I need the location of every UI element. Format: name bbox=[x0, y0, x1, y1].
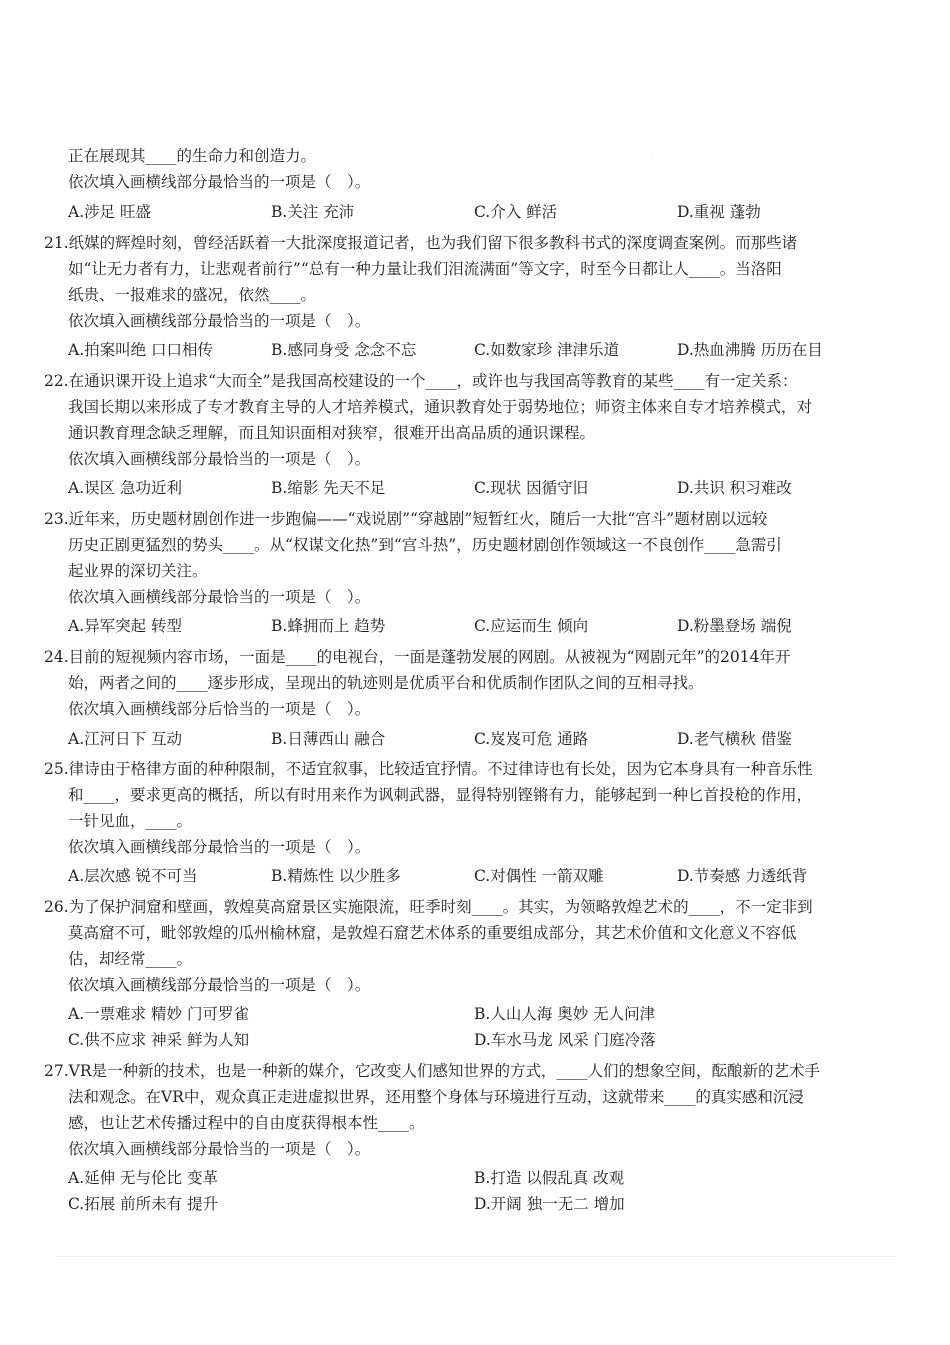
q25-option-a[interactable]: A.层次感 锐不可当 bbox=[68, 867, 198, 885]
prev-option-d[interactable]: D.重视 蓬勃 bbox=[677, 203, 761, 221]
page-divider bbox=[56, 1256, 896, 1257]
prev-question-tail: 正在展现其____的生命力和创造力。 bbox=[68, 147, 317, 165]
q24-line-1: 24.目前的短视频内容市场，一面是____的电视台，一面是蓬勃发展的网剧。从被视为“网剧元年”的2014年开 bbox=[44, 648, 791, 666]
q26-line-1: 26.为了保护洞窟和壁画，敦煌莫高窟景区实施限流，旺季时刻____。其实，为领略敦煌艺术的____，不一定非到 bbox=[44, 898, 813, 916]
q27-option-a[interactable]: A.延伸 无与伦比 变革 bbox=[68, 1169, 218, 1187]
q21-option-c[interactable]: C.如数家珍 津津乐道 bbox=[474, 341, 620, 359]
q26-option-c[interactable]: C.供不应求 神采 鲜为人知 bbox=[68, 1031, 250, 1049]
prev-question-prompt: 依次填入画横线部分最恰当的一项是（ ）。 bbox=[68, 173, 371, 191]
prev-option-c[interactable]: C.介入 鲜活 bbox=[474, 203, 558, 221]
q23-prompt: 依次填入画横线部分最恰当的一项是（ ）。 bbox=[68, 588, 371, 606]
q27-line-3: 感，也让艺术传播过程中的自由度获得根本性____。 bbox=[68, 1114, 425, 1132]
q24-option-d[interactable]: D.老气横秋 借鉴 bbox=[677, 730, 792, 748]
q26-option-a[interactable]: A.一票难求 精妙 门可罗雀 bbox=[68, 1005, 249, 1023]
q23-option-d[interactable]: D.粉墨登场 端倪 bbox=[677, 617, 792, 635]
q22-option-c[interactable]: C.现状 因循守旧 bbox=[474, 479, 589, 497]
q21-line-3: 纸贵、一报难求的盛况，依然____。 bbox=[68, 286, 317, 304]
q27-option-d[interactable]: D.开阔 独一无二 增加 bbox=[474, 1195, 625, 1213]
q26-option-b[interactable]: B.人山人海 奥妙 无人问津 bbox=[474, 1005, 656, 1023]
q24-prompt: 依次填入画横线部分后恰当的一项是（ ）。 bbox=[68, 700, 371, 718]
q25-prompt: 依次填入画横线部分最恰当的一项是（ ）。 bbox=[68, 838, 371, 856]
q25-line-1: 25.律诗由于格律方面的种种限制，不适宜叙事，比较适宜抒情。不过律诗也有长处，因为它本身具有一种音乐性 bbox=[44, 760, 813, 778]
q26-line-2: 莫高窟不可，毗邻敦煌的瓜州榆林窟，是敦煌石窟艺术体系的重要组成部分，其艺术价值和文化意义不容低 bbox=[68, 924, 797, 942]
q27-line-2: 法和观念。在VR中，观众真正走进虚拟世界，还用整个身体与环境进行互动，这就带来____的真实感和沉浸 bbox=[68, 1088, 804, 1106]
q27-option-c[interactable]: C.拓展 前所未有 提升 bbox=[68, 1195, 219, 1213]
prev-option-b[interactable]: B.关注 充沛 bbox=[271, 203, 355, 221]
q22-prompt: 依次填入画横线部分最恰当的一项是（ ）。 bbox=[68, 450, 371, 468]
q23-option-b[interactable]: B.蜂拥而上 趋势 bbox=[271, 617, 386, 635]
q23-option-c[interactable]: C.应运而生 倾向 bbox=[474, 617, 589, 635]
q21-line-2: 如“让无力者有力，让悲观者前行”“总有一种力量让我们泪流满面”等文字，时至今日都让人____。当洛阳 bbox=[68, 260, 782, 278]
q22-line-2: 我国长期以来形成了专才教育主导的人才培养模式，通识教育处于弱势地位；师资主体来自专才培养模式，对 bbox=[68, 398, 813, 416]
q22-line-3: 通识教育理念缺乏理解，而且知识面相对狭窄，很难开出高品质的通识课程。 bbox=[68, 424, 596, 442]
q25-line-2: 和____，要求更高的概括，所以有时用来作为讽刺武器，显得特别铿锵有力，能够起到一种匕首投枪的作用， bbox=[68, 786, 813, 804]
q24-line-2: 始，两者之间的____逐步形成，呈现出的轨迹则是优质平台和优质制作团队之间的互相寻找。 bbox=[68, 674, 704, 692]
q27-option-b[interactable]: B.打造 以假乱真 改观 bbox=[474, 1169, 625, 1187]
q22-option-d[interactable]: D.共识 积习难改 bbox=[677, 479, 792, 497]
q26-line-3: 估，却经常____。 bbox=[68, 950, 193, 968]
q22-line-1: 22.在通识课开设上追求“大而全”是我国高校建设的一个____，或许也与我国高等教育的某些____有一定关系： bbox=[44, 372, 798, 390]
q26-prompt: 依次填入画横线部分最恰当的一项是（ ）。 bbox=[68, 976, 371, 994]
q24-option-c[interactable]: C.岌岌可危 通路 bbox=[474, 730, 589, 748]
q21-option-b[interactable]: B.感同身受 念念不忘 bbox=[271, 341, 417, 359]
q25-option-d[interactable]: D.节奏感 力透纸背 bbox=[677, 867, 808, 885]
q25-line-3: 一针见血，____。 bbox=[68, 812, 193, 830]
watermark: · bbox=[647, 149, 657, 165]
q21-option-a[interactable]: A.拍案叫绝 口口相传 bbox=[68, 341, 214, 359]
q23-line-2: 历史正剧更猛烈的势头____。从“权谋文化热”到“宫斗热”，历史题材剧创作领域这一不良创作____急需引 bbox=[68, 536, 782, 554]
q27-prompt: 依次填入画横线部分最恰当的一项是（ ）。 bbox=[68, 1140, 371, 1158]
q23-line-3: 起业界的深切关注。 bbox=[68, 562, 208, 580]
q22-option-b[interactable]: B.缩影 先天不足 bbox=[271, 479, 386, 497]
q21-prompt: 依次填入画横线部分最恰当的一项是（ ）。 bbox=[68, 312, 371, 330]
q27-line-1: 27.VR是一种新的技术，也是一种新的媒介，它改变人们感知世界的方式，____人们的想象空间，酝酿新的艺术手 bbox=[44, 1062, 821, 1080]
q24-option-a[interactable]: A.江河日下 互动 bbox=[68, 730, 183, 748]
q23-line-1: 23.近年来，历史题材剧创作进一步跑偏——“戏说剧”“穿越剧”短暂红火，随后一大批“宫斗”题材剧以远较 bbox=[44, 510, 768, 528]
q25-option-c[interactable]: C.对偶性 一箭双雕 bbox=[474, 867, 604, 885]
q23-option-a[interactable]: A.异军突起 转型 bbox=[68, 617, 183, 635]
q25-option-b[interactable]: B.精炼性 以少胜多 bbox=[271, 867, 401, 885]
q22-option-a[interactable]: A.误区 急功近利 bbox=[68, 479, 183, 497]
q24-option-b[interactable]: B.日薄西山 融合 bbox=[271, 730, 386, 748]
q21-option-d[interactable]: D.热血沸腾 历历在目 bbox=[677, 341, 823, 359]
q26-option-d[interactable]: D.车水马龙 风采 门庭冷落 bbox=[474, 1031, 656, 1049]
prev-option-a[interactable]: A.涉足 旺盛 bbox=[68, 203, 152, 221]
q21-line-1: 21.纸媒的辉煌时刻，曾经活跃着一大批深度报道记者，也为我们留下很多教科书式的深度调查案例。而那些诸 bbox=[44, 234, 798, 252]
